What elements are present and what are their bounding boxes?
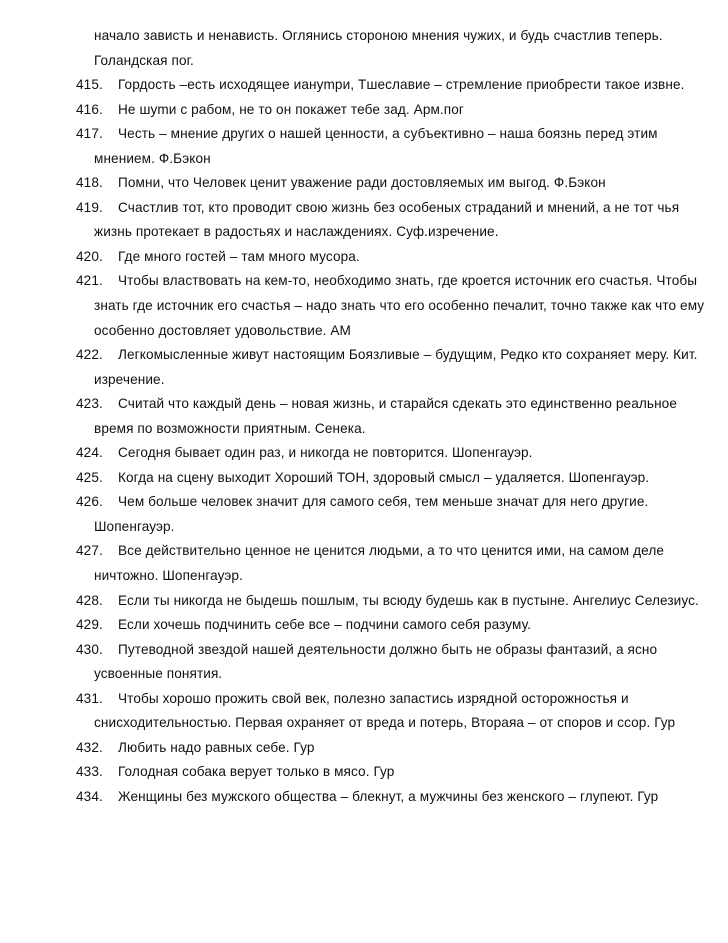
quote-entry	[76, 343, 716, 392]
quote-number: 417.	[76, 126, 103, 142]
quote-number: 424.	[76, 445, 103, 461]
quote-number: 433.	[76, 764, 103, 780]
quote-entry	[76, 760, 716, 785]
quote-number: 421.	[76, 273, 103, 289]
quote-text: Где много гостей – там много мусора.	[118, 248, 360, 264]
quote-text: Счастлив тот, кто проводит свою жизнь без особеных страданий и мнений, а не тот чья жизнь протекает в радостьях и наслаждениях. Суф.изречение.	[94, 199, 680, 240]
quote-text: Честь – мнение других о нашей ценности, а субъективно – наша боязнь перед этим мнением. Ф.Бэкон	[94, 126, 658, 166]
quote-text: Считай что каждый день – новая жизнь, и старайся сдекать это единственно реальное время по возможности приятным. Сенека.	[94, 396, 677, 436]
quotes-list	[76, 24, 716, 810]
quote-entry	[76, 785, 716, 810]
quote-text: Чтобы хорошо прожить свой век, полезно запастись изрядной осторожностья и снисходительностью. Первая охраняет от вреда и потерь, Втораяа – от споров и ссор. Гур	[94, 690, 676, 731]
quote-entry	[76, 441, 716, 466]
quote-text: Помни, что Человек ценит уважение ради достовляемых им выгод. Ф.Бэкон	[118, 175, 606, 191]
quote-text: Женщины без мужского общества – блекнут, а мужчины без женского – глупеют. Гур	[118, 788, 659, 804]
quote-text: Не шуmи с рабом, не то он покажет тебе зад. Арм.пог	[118, 101, 464, 117]
quote-entry	[76, 392, 716, 441]
quote-number: 432.	[76, 739, 103, 755]
quote-text: начало зависть и ненависть. Оглянись стороною мнения чужих, и будь счастлив теперь. Голандская пог.	[94, 28, 663, 68]
quote-text: Чем больше человек значит для самого себя, тем меньше значат для него другие. Шопенгауэр.	[94, 494, 649, 534]
quote-text: Если ты никогда не быдешь пошлым, ты всюду будешь как в пустыне. Ангелиус Селезиус.	[118, 592, 699, 608]
quote-number: 425.	[76, 469, 103, 485]
quote-entry	[76, 613, 716, 638]
quote-text: Сегодня бывает один раз, и никогда не повторится. Шопенгауэр.	[118, 445, 533, 461]
quote-text: Путеводной звездой нашей деятельности должно быть не образы фантазий, а ясно усвоенные понятия.	[94, 641, 658, 682]
quote-entry	[76, 98, 716, 123]
quote-entry	[76, 736, 716, 761]
quote-entry	[76, 245, 716, 270]
quote-number: 423.	[76, 396, 103, 412]
quote-entry	[76, 539, 716, 588]
quote-number: 422.	[76, 347, 103, 363]
quote-entry	[76, 589, 716, 614]
quote-text: Любить надо равных себе. Гур	[118, 739, 315, 755]
quote-number: 415.	[76, 77, 103, 93]
quote-entry	[76, 24, 716, 73]
quote-number: 434.	[76, 788, 103, 804]
quote-number: 418.	[76, 175, 103, 191]
quote-number: 419.	[76, 199, 103, 215]
quote-text: Легкомысленные живут настоящим Боязливые – будущим, Редко кто сохраняет меру. Кит. изречение.	[94, 347, 698, 387]
quote-entry	[76, 122, 716, 171]
quote-text: Голодная собака верует только в мясо. Гур	[118, 764, 395, 780]
quote-number: 430.	[76, 641, 103, 657]
quote-number: 420.	[76, 248, 103, 264]
quote-entry	[76, 466, 716, 491]
quote-entry	[76, 490, 716, 539]
quote-number: 416.	[76, 101, 103, 117]
quote-entry	[76, 171, 716, 196]
quote-text: Когда на сцену выходит Хороший ТОН, здоровый смысл – удаляется. Шопенгауэр.	[118, 469, 650, 485]
quote-number: 429.	[76, 617, 103, 633]
quote-text: Если хочешь подчинить себе все – подчини самого себя разуму.	[118, 617, 532, 633]
quote-entry	[76, 196, 716, 245]
quote-entry	[76, 73, 716, 98]
quote-number: 427.	[76, 543, 103, 559]
quote-text: Все действительно ценное не ценится людьми, а то что ценится ими, на самом деле ничтожно. Шопенгауэр.	[94, 543, 665, 584]
quote-number: 428.	[76, 592, 103, 608]
quote-number: 426.	[76, 494, 103, 510]
quote-entry	[76, 269, 716, 343]
quote-entry	[76, 638, 716, 687]
quote-text: Гордость –есть исходящее иануmри, Тшеславие – стремление приобрести такое извне.	[118, 77, 685, 93]
quote-number: 431.	[76, 690, 103, 706]
quote-text: Чтобы властвовать на кем-то, необходимо знать, где кроется источник его счастья. Чтобы знать где источник его счастья – надо знать что его особенно печалит, точно также как что ему особенно достовляет удовольствие. АМ	[94, 273, 705, 338]
quote-entry	[76, 687, 716, 736]
